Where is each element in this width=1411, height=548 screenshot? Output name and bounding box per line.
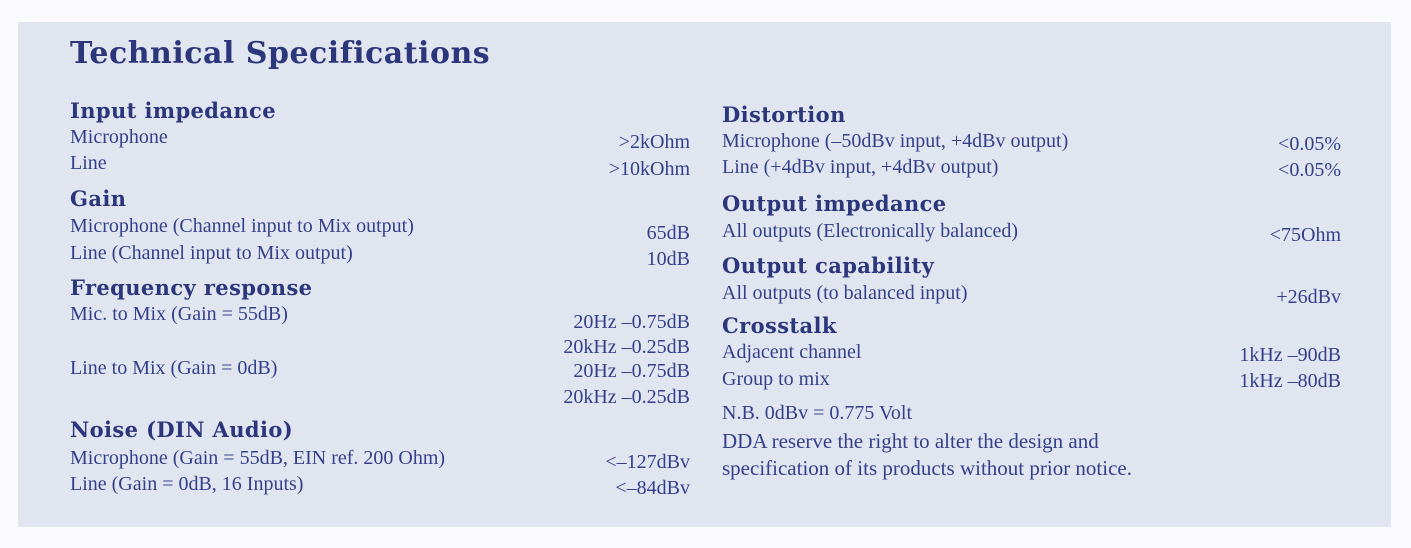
heading-crosstalk: Crosstalk [722,313,837,338]
spec-value: <0.05% [1278,159,1341,181]
heading-output-capability: Output capability [722,253,935,278]
spec-value: <–127dBv [605,451,690,473]
spec-value: 10dB [646,248,690,270]
spec-label: All outputs (to balanced input) [722,282,968,304]
note: N.B. 0dBv = 0.775 Volt [722,402,913,424]
spec-label: Line (+4dBv input, +4dBv output) [722,156,999,178]
spec-value: <–84dBv [615,477,690,499]
spec-label: Microphone [70,126,168,148]
spec-value: 20Hz –0.75dB [573,360,690,382]
spec-label: Line (Channel input to Mix output) [70,242,353,264]
spec-label: Microphone (Gain = 55dB, EIN ref. 200 Ohm) [70,447,446,469]
spec-value: 20Hz –0.75dB [573,311,690,333]
spec-label: Mic. to Mix (Gain = 55dB) [70,303,288,325]
disclaimer-line-2: specification of its products without prior notice. [722,456,1132,480]
heading-distortion: Distortion [722,102,846,127]
spec-label: Line (Gain = 0dB, 16 Inputs) [70,473,304,495]
disclaimer-line-1: DDA reserve the right to alter the design and [722,429,1099,453]
heading-noise: Noise (DIN Audio) [70,417,294,442]
page-title: Technical Specifications [70,36,491,71]
heading-output-impedance: Output impedance [722,191,947,216]
spec-value: 1kHz –80dB [1239,370,1341,392]
spec-value: 20kHz –0.25dB [563,336,690,358]
spec-label: Microphone (–50dBv input, +4dBv output) [722,130,1069,152]
spec-value: 20kHz –0.25dB [563,386,690,408]
spec-value: <75Ohm [1269,224,1341,246]
spec-label: Adjacent channel [722,341,862,363]
spec-label: Line [70,152,107,174]
heading-frequency-response: Frequency response [70,275,313,300]
spec-label: Group to mix [722,368,830,390]
spec-value: 65dB [646,222,690,244]
spec-value: +26dBv [1276,286,1341,308]
spec-value: >10kOhm [608,158,690,180]
spec-label: All outputs (Electronically balanced) [722,220,1019,242]
spec-value: >2kOhm [618,131,690,153]
spec-value: 1kHz –90dB [1239,344,1341,366]
spec-value: <0.05% [1278,133,1341,155]
spec-label: Microphone (Channel input to Mix output) [70,215,414,237]
heading-input-impedance: Input impedance [70,98,277,123]
heading-gain: Gain [70,186,127,211]
spec-label: Line to Mix (Gain = 0dB) [70,357,278,379]
